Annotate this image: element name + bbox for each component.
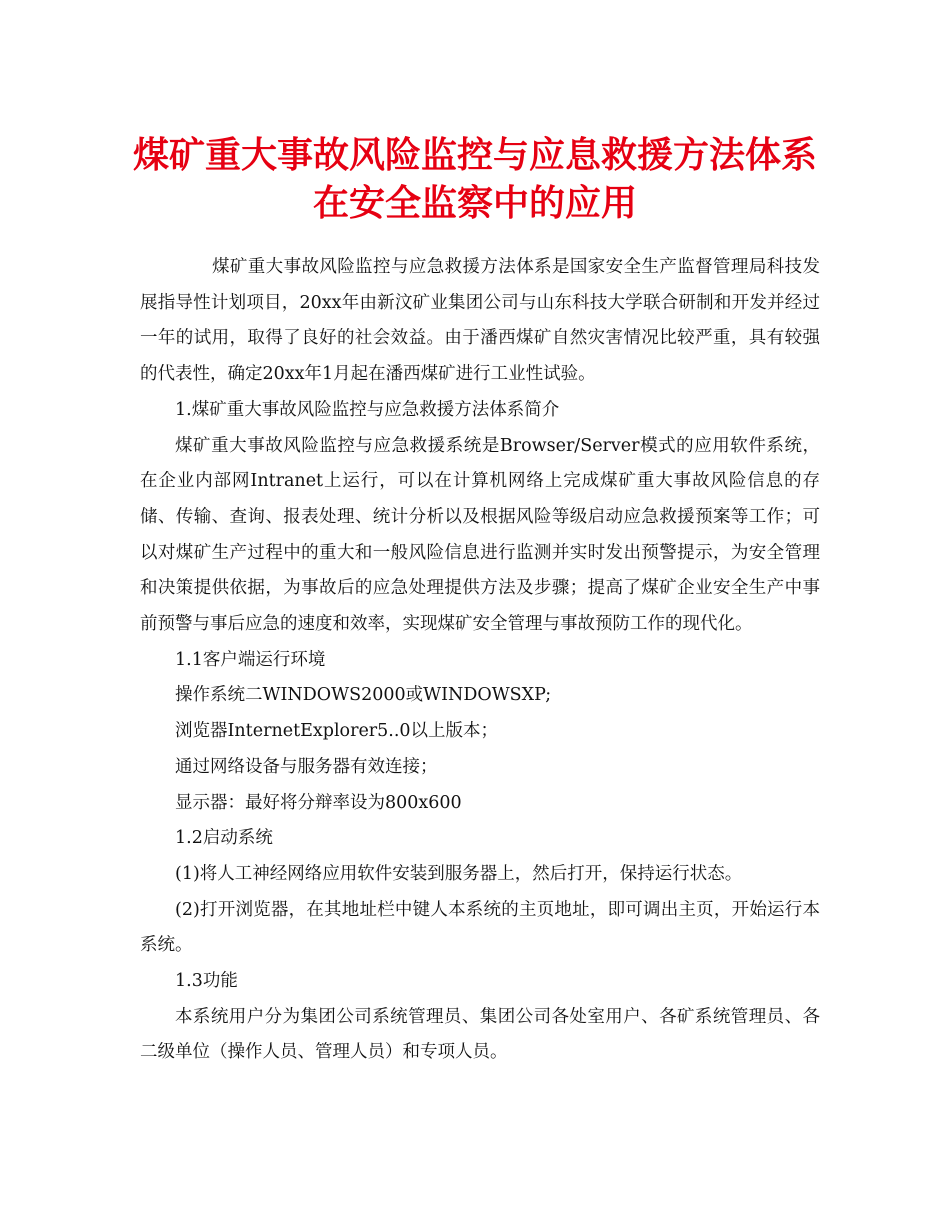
requirement-network: 通过网络设备与服务器有效连接； [175, 756, 438, 777]
intro-paragraph: 煤矿重大事故风险监控与应急救援方法体系是国家安全生产监督管理局科技发展指导性计划项目，20xx年由新汶矿业集团公司与山东科技大学联合研制和开发并经过一年的试用，取得了良好的社会效益。由于潘西煤矿自然灾害情况比较严重，具有较强的代表性，确定20xx年1月起在潘西煤矿进行工业性试验。 [140, 257, 820, 385]
requirement-browser: 浏览器InternetExplorer5..0以上版本； [175, 721, 499, 742]
section-heading-1-3: 1.3功能 [175, 971, 238, 992]
section-heading-1-1: 1.1客户端运行环境 [175, 649, 326, 670]
users-paragraph: 本系统用户分为集团公司系统管理员、集团公司各处室用户、各矿系统管理员、各二级单位（操作人员、管理人员）和专项人员。 [140, 1006, 820, 1063]
system-overview-paragraph: 煤矿重大事故风险监控与应急救援系统是Browser/Server模式的应用软件系统，在企业内部网Intranet上运行，可以在计算机网络上完成煤矿重大事故风险信息的存储、传输、查询、报表处理、统计分析以及根据风险等级启动应急救援预案等工作；可以对煤矿生产过程中的重大和一般风险信息进行监测并实时发出预警提示，为安全管理和决策提供依据，为事故后的应急处理提供方法及步骤；提高了煤矿企业安全生产中事前预警与事后应急的速度和效率，实现煤矿安全管理与事故预防工作的现代化。 [140, 435, 820, 635]
section-heading-1: 1.煤矿重大事故风险监控与应急救援方法体系简介 [175, 399, 560, 420]
requirement-os: 操作系统二WINDOWS2000或WINDOWSXP; [175, 685, 552, 706]
startup-step-2: (2)打开浏览器，在其地址栏中键人本系统的主页地址，即可调出主页，开始运行本系统。 [140, 899, 820, 956]
document-body [140, 250, 820, 1071]
requirement-display: 显示器：最好将分辩率设为800x600 [175, 792, 462, 813]
section-heading-1-2: 1.2启动系统 [175, 828, 273, 849]
startup-step-1: (1)将人工神经网络应用软件安装到服务器上，然后打开，保持运行状态。 [175, 863, 743, 884]
document-title-line-2: 在安全监察中的应用 [312, 182, 637, 224]
document-title-line-1: 煤矿重大事故风险监控与应息救援方法体系 [132, 134, 817, 176]
